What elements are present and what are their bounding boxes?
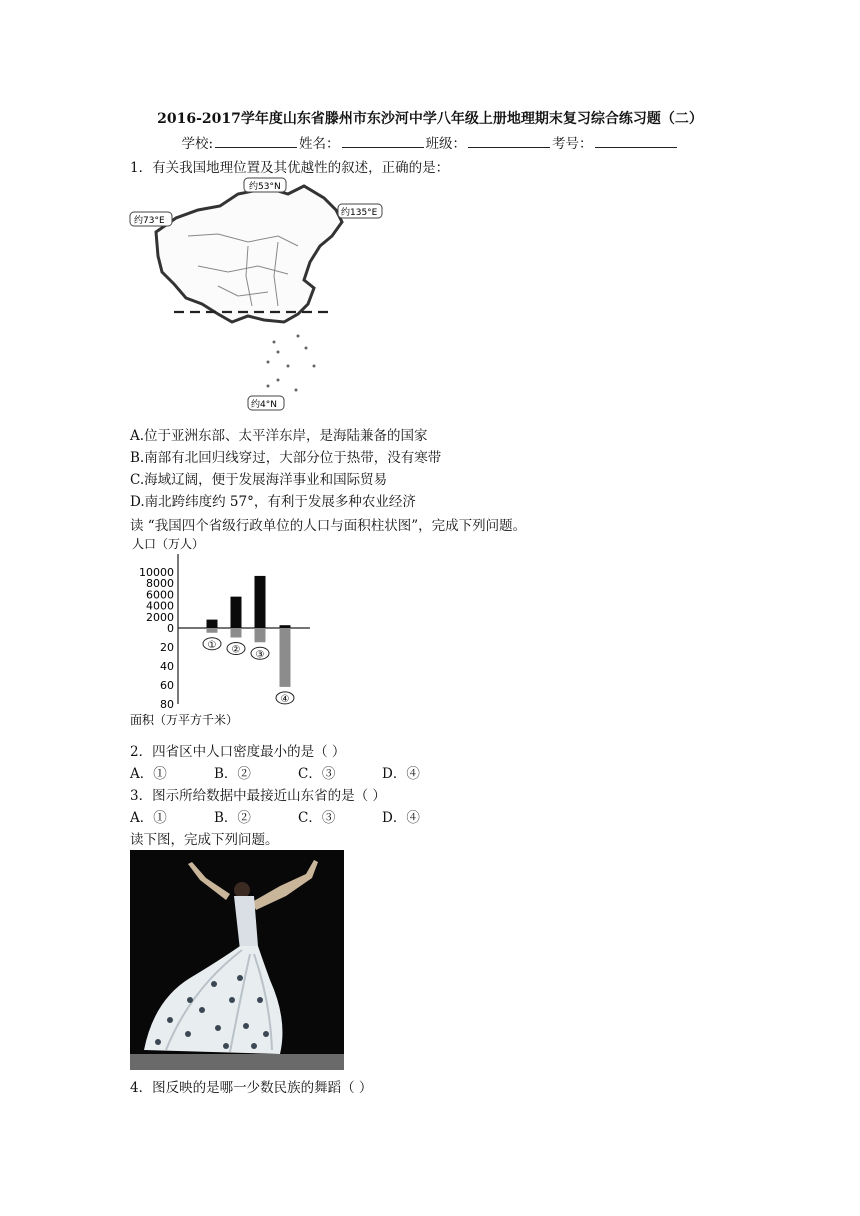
- chart-top-label: 人口（万人）: [132, 537, 205, 551]
- population-bar: [231, 597, 242, 628]
- q2-option-c[interactable]: C．③: [298, 766, 336, 782]
- map-label-south: [248, 396, 284, 410]
- q3-option-b[interactable]: B．②: [214, 810, 251, 826]
- svg-text:约4°N: 约4°N: [251, 400, 277, 410]
- map-label-west: [130, 212, 172, 226]
- number-blank[interactable]: [595, 135, 677, 148]
- map-label-east: [338, 204, 382, 218]
- class-label: 班级：: [425, 136, 467, 152]
- svg-text:约73°E: 约73°E: [134, 216, 165, 226]
- q2-options: [130, 762, 466, 782]
- top-tick-label: 4000: [146, 599, 174, 613]
- area-bar: [207, 628, 218, 633]
- area-bar: [231, 628, 242, 638]
- bottom-tick-label: 80: [160, 698, 174, 711]
- area-bar: [255, 628, 266, 642]
- q1-option-a[interactable]: A.位于亚洲东部、太平洋东岸，是海陆兼备的国家: [130, 428, 428, 444]
- chart-bottom-label: 面积（万平方千米）: [130, 713, 239, 727]
- map-label-north: [244, 178, 286, 192]
- question-1-stem: 1．有关我国地理位置及其优越性的叙述，正确的是：: [130, 160, 450, 176]
- q1-option-b[interactable]: B.南部有北回归线穿过，大部分位于热带，没有寒带: [130, 450, 442, 466]
- svg-text:约135°E: 约135°E: [341, 208, 378, 218]
- school-blank[interactable]: [215, 135, 297, 148]
- school-label: 学校:: [181, 136, 214, 152]
- class-blank[interactable]: [468, 135, 550, 148]
- name-label: 姓名：: [299, 136, 340, 152]
- top-tick-label: 10000: [139, 566, 174, 579]
- bottom-tick-label: 40: [160, 660, 174, 673]
- q3-option-c[interactable]: C．③: [298, 810, 336, 826]
- photo-intro: 读下图，完成下列问题。: [130, 832, 279, 848]
- svg-text:约53°N: 约53°N: [249, 182, 281, 192]
- category-label: ④: [280, 693, 290, 705]
- population-bar: [207, 620, 218, 628]
- q3-option-a[interactable]: A．①: [130, 810, 167, 826]
- chart-intro: 读 “我国四个省级行政单位的人口与面积柱状图”，完成下列问题。: [130, 518, 527, 534]
- category-label: ①: [207, 639, 217, 651]
- top-tick-label: 6000: [146, 588, 174, 602]
- bottom-tick-label: 20: [160, 641, 174, 654]
- bottom-tick-label: 60: [160, 679, 174, 692]
- name-blank[interactable]: [342, 135, 424, 148]
- student-info-fields: [0, 132, 860, 152]
- question-4-stem: 4．图反映的是哪一少数民族的舞蹈（ ）: [130, 1080, 373, 1096]
- population-area-chart: [128, 532, 348, 732]
- q3-options: [130, 806, 466, 826]
- top-tick-label: 8000: [146, 577, 174, 591]
- page-title: 2016-2017学年度山东省滕州市东沙河中学八年级上册地理期末复习综合练习题（二）: [157, 111, 703, 127]
- q3-option-d[interactable]: D．④: [382, 810, 420, 826]
- q2-option-d[interactable]: D．④: [382, 766, 420, 782]
- top-tick-label: 2000: [146, 610, 174, 624]
- question-3-stem: 3．图示所给数据中最接近山东省的是（ ）: [130, 788, 386, 804]
- top-tick-label: 0: [167, 622, 174, 635]
- q2-option-b[interactable]: B．②: [214, 766, 251, 782]
- peacock-dance-photo: [130, 850, 344, 1070]
- q2-option-a[interactable]: A．①: [130, 766, 167, 782]
- population-bar: [280, 625, 291, 628]
- category-label: ③: [255, 649, 265, 661]
- q1-option-c[interactable]: C.海域辽阔，便于发展海洋事业和国际贸易: [130, 472, 388, 488]
- number-label: 考号：: [552, 136, 593, 152]
- category-label: ②: [231, 644, 241, 656]
- q1-option-d[interactable]: D.南北跨纬度约 57°，有利于发展多种农业经济: [130, 494, 416, 510]
- china-map: [128, 176, 388, 416]
- population-bar: [255, 576, 266, 628]
- question-2-stem: 2．四省区中人口密度最小的是（ ）: [130, 744, 346, 760]
- area-bar: [280, 628, 291, 687]
